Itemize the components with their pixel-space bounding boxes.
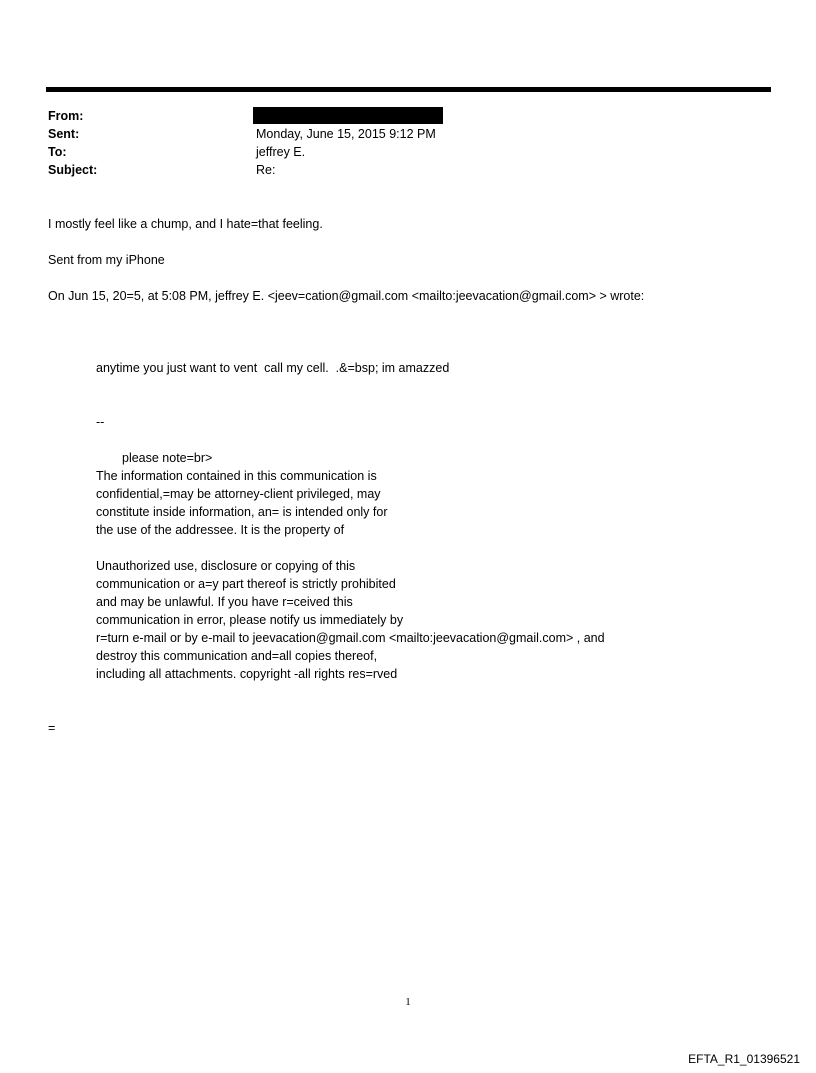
subject-label: Subject: bbox=[48, 163, 98, 177]
from-label: From: bbox=[48, 109, 84, 123]
disclaimer-line: and may be unlawful. If you have r=ceived this bbox=[96, 595, 353, 609]
disclaimer-line: communication or a=y part thereof is strictly prohibited bbox=[96, 577, 396, 591]
sent-label: Sent: bbox=[48, 127, 80, 141]
email-signature: Sent from my iPhone bbox=[48, 253, 165, 267]
document-id: EFTA_R1_01396521 bbox=[688, 1052, 800, 1066]
subject-value: Re: bbox=[256, 163, 276, 177]
sent-value: Monday, June 15, 2015 9:12 PM bbox=[256, 127, 436, 141]
disclaimer-line: communication in error, please notify us immediately by bbox=[96, 613, 404, 627]
disclaimer-line: r=turn e-mail or by e-mail to jeevacation@gmail.com <mailto:jeevacation@gmail.com> , and bbox=[96, 631, 605, 645]
quote-intro: On Jun 15, 20=5, at 5:08 PM, jeffrey E. <jeev=cation@gmail.com <mailto:jeevacation@gmail.com> > wrote: bbox=[48, 289, 645, 303]
disclaimer-line: please note=br> bbox=[122, 451, 213, 465]
body-line: I mostly feel like a chump, and I hate=that feeling. bbox=[48, 217, 323, 231]
to-label: To: bbox=[48, 145, 67, 159]
disclaimer-line: Unauthorized use, disclosure or copying of this bbox=[96, 559, 356, 573]
disclaimer-line: confidential,=may be attorney-client privileged, may bbox=[96, 487, 381, 501]
page-number: 1 bbox=[405, 996, 411, 1008]
disclaimer-line: the use of the addressee. It is the property of bbox=[96, 523, 345, 537]
disclaimer-line: including all attachments. copyright -all rights res=rved bbox=[96, 667, 398, 681]
disclaimer-line: destroy this communication and=all copies thereof, bbox=[96, 649, 378, 663]
header-divider bbox=[46, 87, 771, 92]
to-value: jeffrey E. bbox=[256, 145, 306, 159]
disclaimer-line: constitute inside information, an= is intended only for bbox=[96, 505, 388, 519]
disclaimer-line: The information contained in this communication is bbox=[96, 469, 377, 483]
quoted-message: anytime you just want to vent call my cell. .&=bsp; im amazzed bbox=[96, 361, 450, 375]
trailing-equals: = bbox=[48, 721, 56, 735]
redacted-sender bbox=[253, 107, 443, 124]
quote-separator: -- bbox=[96, 415, 105, 429]
